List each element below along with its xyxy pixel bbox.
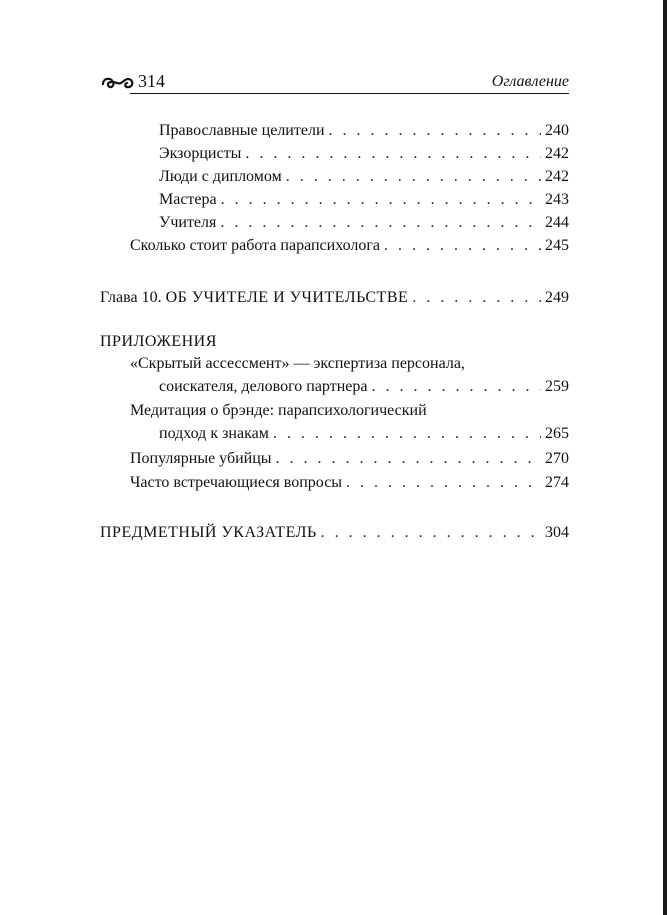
- toc-entry: [159, 143, 569, 165]
- page-header: [100, 70, 569, 94]
- toc-leader-dots: [321, 522, 541, 544]
- toc-entry-page: 245: [545, 237, 569, 254]
- appendices-heading: ПРИЛОЖЕНИЯ: [100, 333, 217, 350]
- toc-leader-dots: [412, 287, 541, 309]
- toc-entry-page: 240: [545, 122, 569, 139]
- toc-entry-line1: Медитация о брэнде: парапсихологический: [130, 402, 427, 419]
- toc-entry: [159, 423, 569, 445]
- toc-entry-page: 259: [545, 378, 569, 395]
- toc-entry: [159, 189, 569, 211]
- toc-entry-title: Мастера: [159, 191, 217, 208]
- toc-leader-dots: [286, 166, 541, 188]
- toc-leader-dots: [245, 143, 541, 165]
- toc-entry-page: 243: [545, 191, 569, 208]
- toc-entry: [159, 120, 569, 142]
- toc-entry: [159, 376, 569, 398]
- toc-entry-title: Популярные убийцы: [130, 450, 272, 467]
- page-edge: [663, 0, 667, 915]
- toc-entry-title: Люди с дипломом: [159, 168, 282, 185]
- toc-entry: [130, 472, 569, 494]
- chapter-prefix: Глава 10.: [100, 289, 162, 306]
- toc-leader-dots: [371, 376, 541, 398]
- running-title: Оглавление: [491, 73, 569, 90]
- toc-entry-title: Часто встречающиеся вопросы: [130, 474, 343, 491]
- toc-entry: [159, 166, 569, 188]
- toc-entry-title: ПРЕДМЕТНЫЙ УКАЗАТЕЛЬ: [100, 524, 317, 541]
- toc-leader-dots: [273, 423, 541, 445]
- toc-entry-title: Православные целители: [159, 122, 325, 139]
- toc-leader-dots: [221, 189, 541, 211]
- toc-entry-line1: «Скрытый ассессмент» — экспертиза персонала,: [130, 355, 465, 372]
- ornament-icon: [100, 72, 136, 92]
- toc-entry: [130, 448, 569, 470]
- toc-leader-dots: [276, 448, 541, 470]
- page-number: 314: [138, 71, 165, 91]
- toc-entry-page: 265: [545, 425, 569, 442]
- toc-entry-page: 249: [545, 289, 569, 306]
- toc-entry-title: Сколько стоит работа парапсихолога: [130, 237, 381, 254]
- toc-entry: [159, 212, 569, 234]
- toc-leader-dots: [220, 212, 541, 234]
- chapter-name: ОБ УЧИТЕЛЕ И УЧИТЕЛЬСТВЕ: [165, 289, 409, 306]
- toc-entry-page: 304: [545, 524, 569, 541]
- header-rule: [130, 93, 569, 94]
- toc-entry-page: 242: [545, 145, 569, 162]
- toc-leader-dots: [346, 472, 541, 494]
- toc-leader-dots: [329, 120, 541, 142]
- toc-entry-page: 242: [545, 168, 569, 185]
- toc-entry-page: 244: [545, 214, 569, 231]
- toc-entry-title: соискателя, делового партнера: [159, 378, 368, 395]
- toc-entry-title: подход к знакам: [159, 425, 269, 442]
- toc-entry: [130, 235, 569, 257]
- toc-entry: [100, 522, 569, 544]
- toc-chapter-entry: [100, 287, 569, 309]
- toc-entry-title: Экзорцисты: [159, 145, 242, 162]
- toc-entry-title: Учителя: [159, 214, 217, 231]
- toc-entry-page: 270: [545, 450, 569, 467]
- toc-entry-page: 274: [545, 474, 569, 491]
- toc-chapter-title: [100, 287, 408, 309]
- toc-leader-dots: [384, 235, 541, 257]
